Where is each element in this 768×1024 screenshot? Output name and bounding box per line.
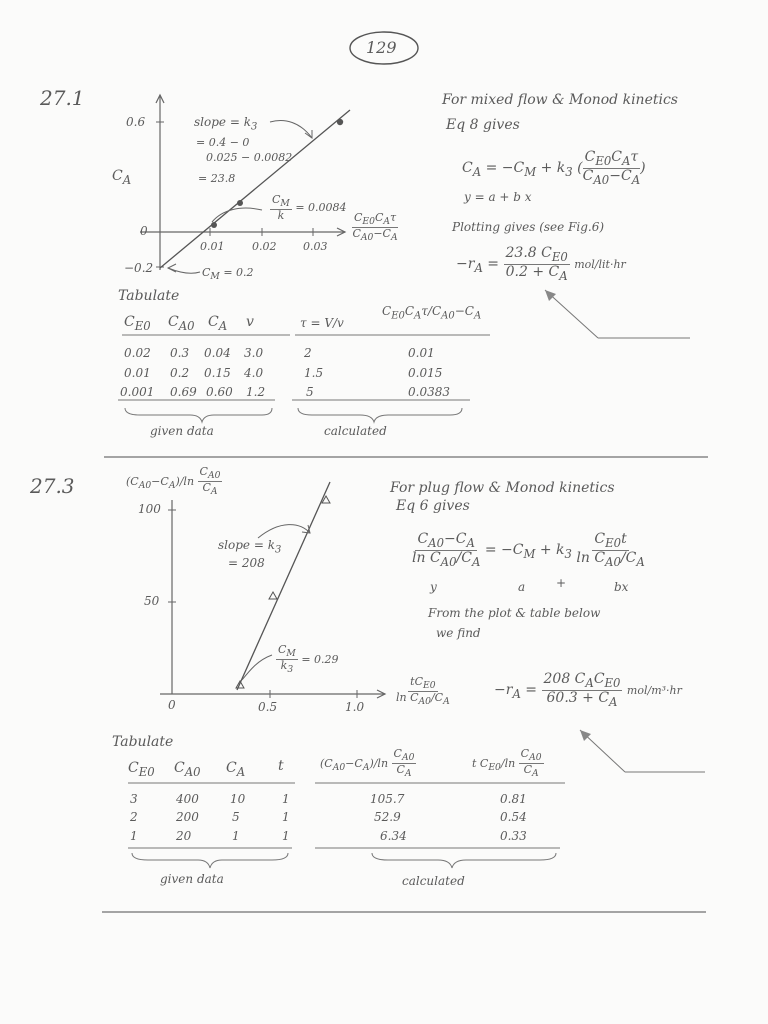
p273-heading-line2: Eq 6 gives bbox=[396, 498, 470, 514]
p273-ytick-100: 100 bbox=[138, 502, 161, 516]
p271-slope-calc2: 0.025 − 0.0082 bbox=[206, 151, 293, 164]
p271-ytick-06: 0.6 bbox=[126, 115, 146, 129]
p271-slope-calc3: = 23.8 bbox=[198, 172, 236, 185]
p273-xtick-05: 0.5 bbox=[258, 700, 278, 714]
p273-xtick-0: 0 bbox=[168, 698, 176, 712]
p271-heading-line2: Eq 8 gives bbox=[446, 117, 520, 133]
p271-col-header: $C_{A0}$ bbox=[168, 314, 195, 333]
table-row: 0.01 0.2 0.15 4.0 1.5 0.015 bbox=[124, 366, 443, 380]
p273-slope-text: slope = $k_3$ bbox=[218, 538, 282, 556]
p273-ylabel: $(C_{A0}-C_A)/\ln$ $\frac{C_{A0}}{C_A}$ bbox=[126, 465, 221, 498]
p271-xtick-002: 0.02 bbox=[252, 240, 277, 253]
p273-cm-k: $\frac{C_M}{k_3}$ = 0.29 bbox=[278, 643, 339, 676]
table-row: 2 200 5 1 52.9 0.54 bbox=[130, 810, 527, 824]
p273-col-header: $C_{E0}$ bbox=[128, 760, 155, 779]
p273-rate-expression: $-r_A$ = $\frac{208 C_AC_{E0}}{60.3 + C_A}$ mol/m³·hr bbox=[494, 671, 682, 709]
p271-cm: $C_M = 0.2$ bbox=[202, 266, 254, 283]
p271-point bbox=[337, 119, 343, 125]
p271-plotting-note: Plotting gives (see Fig.6) bbox=[452, 220, 605, 234]
p271-col-header: τ = V/v bbox=[300, 316, 344, 330]
p273-xlabel: $\frac{tC_{E0}}{\ln C_{A0}/C_A}$ bbox=[396, 675, 450, 708]
p271-rate-expression: $-r_A$ = $\frac{23.8 C_{E0}}{0.2 + C_A}$ mol/lit·hr bbox=[456, 245, 626, 283]
p271-given-label: given data bbox=[150, 424, 214, 438]
p271-ytick-m02: −0.2 bbox=[124, 261, 154, 275]
p273-heading-line1: For plug flow & Monod kinetics bbox=[390, 480, 615, 496]
table-row: 3 400 10 1 105.7 0.81 bbox=[130, 792, 527, 806]
p273-col-header-calc2: t $C_{E0}/\ln$ $\frac{C_{A0}}{C_A}$ bbox=[472, 747, 542, 780]
p273-col-header: $C_A$ bbox=[226, 760, 246, 779]
p273-note-line2: we find bbox=[436, 626, 481, 640]
p273-point bbox=[269, 592, 277, 599]
p271-xtick-001: 0.01 bbox=[200, 240, 225, 253]
p271-slope-text: slope = $k_3$ bbox=[194, 115, 258, 133]
p273-eq-map-plus: + bbox=[556, 576, 567, 590]
problem-label-27-3: 27.3 bbox=[30, 474, 75, 498]
p271-heading-line1: For mixed flow & Monod kinetics bbox=[442, 92, 678, 108]
p271-col-header: v bbox=[246, 314, 254, 330]
p271-point bbox=[237, 200, 243, 206]
p273-tabulate-label: Tabulate bbox=[112, 734, 174, 750]
p271-ytick-0: 0 bbox=[140, 224, 148, 238]
p273-ytick-50: 50 bbox=[144, 594, 160, 608]
table-row: 0.001 0.69 0.60 1.2 5 0.0383 bbox=[120, 385, 450, 399]
p271-equation: $C_A = -C_M + k_3$ ( $\frac{C_{E0}C_A\tau}{C_{A0}-C_A}$ ) bbox=[462, 149, 646, 187]
p273-col-header-calc1: $(C_{A0}-C_A)/\ln$ $\frac{C_{A0}}{C_A}$ bbox=[320, 747, 415, 780]
p273-col-header: t bbox=[278, 758, 284, 774]
p273-slope-val: = 208 bbox=[228, 556, 265, 570]
p271-col-header: $C_{E0}$ bbox=[124, 314, 151, 333]
p273-xtick-10: 1.0 bbox=[345, 700, 365, 714]
p271-cm-k: $\frac{C_M}{k}$ = 0.0084 bbox=[272, 193, 347, 223]
p271-ylabel: $C_A$ bbox=[112, 168, 132, 187]
p273-eq-map-bx: bx bbox=[614, 580, 629, 594]
p271-col-header: $C_{E0}C_A\tau/C_{A0}-C_A$ bbox=[382, 304, 482, 322]
p273-calc-label: calculated bbox=[402, 874, 465, 888]
p271-point bbox=[211, 222, 217, 228]
p273-note-line1: From the plot & table below bbox=[428, 606, 601, 620]
table-row: 1 20 1 1 6.34 0.33 bbox=[130, 829, 527, 843]
p271-xtick-003: 0.03 bbox=[303, 240, 328, 253]
p271-equation-map: y = a + b x bbox=[464, 190, 532, 204]
p271-xlabel: $\frac{C_{E0}C_A\tau}{C_{A0}-C_A}$ bbox=[352, 211, 398, 244]
p271-calc-label: calculated bbox=[324, 424, 387, 438]
p273-eq-map-y: y bbox=[430, 580, 437, 594]
page-number: 129 bbox=[366, 38, 397, 57]
p273-equation: $\frac{C_{A0}-C_A}{\ln C_{A0}/C_A}$ = $-C_M + k_3$ $\frac{C_{E0}t}{\ln C_{A0}/C_A}$ bbox=[412, 531, 645, 569]
p271-col-header: $C_A$ bbox=[208, 314, 228, 333]
p273-col-header: $C_{A0}$ bbox=[174, 760, 201, 779]
problem-label-27-1: 27.1 bbox=[40, 86, 85, 110]
p273-eq-map-a: a bbox=[518, 580, 526, 594]
p271-slope-calc1: = 0.4 − 0 bbox=[196, 136, 250, 149]
p271-tabulate-label: Tabulate bbox=[118, 288, 180, 304]
p273-given-label: given data bbox=[160, 872, 224, 886]
table-row: 0.02 0.3 0.04 3.0 2 0.01 bbox=[124, 346, 435, 360]
